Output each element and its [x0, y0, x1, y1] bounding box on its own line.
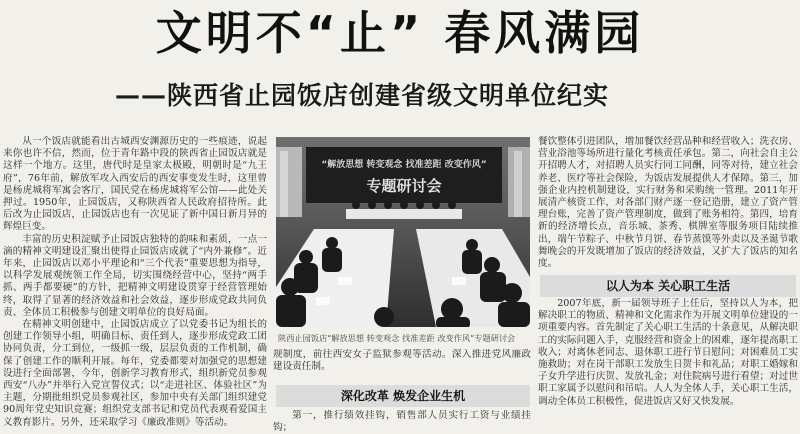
- right-paragraph-1: 餐饮整体引进团队，增加餐饮经营品种和经营收入；洗衣房、营业浴池等场所进行量化考核责任承包。第二，向社会自主公开招聘人才，对招聘人员实行同工同酬，同等对待，建立社会养老、医疗等社会保险，为饭店发展提供人才保障。第三，加强企业内控机制建设，实行财务和采购统一管理。2011年开展清产核资工作，对各部门财产逐一登记造册，建立了资产管理台账，完善了资产管理制度，做到了账务相符。第四，培育新的经济增长点，音乐城、茶秀、棋牌室等服务项目陆续推出，端午节粽子、中秋节月饼、春节蒸馍等外卖以及圣诞节歌舞晚会的开发既增加了饭店的经济效益，又扩大了饭店的知名度。: [538, 136, 798, 270]
- left-paragraph-2: 丰富的历史积淀赋予止园饭店独特的韵味和素质，一点一滴的精神文明建设汇聚出使得止园饭店成就了“内外兼修”。近年来，止园饭店以邓小平理论和“三个代表”重要思想为指导，以科学发展观统领工作全局，切实围绕经营中心，坚持“两手抓、两手都要硬”的方针，把精神文明建设贯穿于经营管理始终，取得了显著的经济效益和社会效益，逐步形成党政共同负责、全体员工积极参与创建文明单位的良好局面。: [3, 233, 267, 318]
- middle-section-text: [273, 410, 531, 434]
- subheadline: ——陕西省止园饭店创建省级文明单位纪实: [115, 81, 610, 110]
- section-title-staff-care: 以人为本 关心职工生活: [540, 275, 796, 297]
- left-column-text: [3, 136, 267, 434]
- photo-banner-line1: “解放思想 转变观念 找准差距 改变作风”: [321, 160, 487, 170]
- meeting-photo: [276, 137, 530, 327]
- right-section-paragraph-1: 2007年底，新一届领导班子上任后，坚持以人为本，把解决职工的物质、精神和文化需求作为开展文明单位建设的一项重要内容。首先制定了关心职工生活的十条意见，从解决职工的实际问题入手，克服经营和资金上的困难，逐年提高职工收入；对离休老同志、退休职工进行节日慰问；对困难员工实施救助；对在岗干部职工发放生日贺卡和礼品；对职工婚嫁和子女升学进行庆贺、发放礼金；对住院病号进行看望；对过世职工家属予以慰问和吊唁。人人为全体人手，关心职工生活，调动全体员工积极性，促进饭店又好又快发展。: [538, 298, 798, 407]
- middle-section-paragraph-1: 第一，推行绩效挂钩，销售部人员实行工资与业绩挂钩；: [273, 410, 531, 434]
- right-section-text: [538, 298, 798, 434]
- photo-caption: 陕西止园饭店“解放思想 转变观念 找准差距 改变作风”专题研讨会: [278, 333, 516, 343]
- left-paragraph-3: 在精神文明创建中，止园饭店成立了以党委书记为组长的创建工作领导小组，明确目标、责任到人，逐步形成党政工团协同负责，分工到位，一级抓一级，层层负责的工作机制，确保了创建工作的顺利开展。每年，党委都要对加强党的思想建设进行全面部署，今年，创新学习教育形式，组织新党员参观西安“八办”并举行入党宣誓仪式；以“走进社区、体验社区”为主题，分期批组织党员参观社区，参加中央有关部门组织建党90周年党史知识竞赛；组织党支部书记和党员代表观看爱国主义教育影片。另外，还采取学习《廉政准则》等活动。: [3, 319, 267, 428]
- photo-banner-line2: 专题研讨会: [366, 177, 442, 195]
- headline: 文明不“止” 春风满园: [155, 6, 645, 60]
- middle-column-text: [273, 349, 531, 385]
- section-title-reform: 深化改革 焕发企业生机: [276, 385, 530, 407]
- middle-paragraph-1: 规制度，前往西安女子监狱参观等活动。深入推进党风廉政建设责任制。: [273, 349, 531, 373]
- left-paragraph-1: 从一个饭店就能看出古城西安渊源历史的一些痕迹，说起来你也许不信，然而，位于青年路中段的陕西省止园饭店就是这样一个地方。这里，唐代时是皇家太极殿，明朝时是“九王府”，76年前，解放军攻入西安后的西安事变发生时，这里曾是杨虎城将军寓会客厅，国民党在杨虎城将军公馆——此处关押过。1950年，止园饭店，又称陕西省人民政府招待所。此后改为止园饭店，止园饭店也有一次见证了新中国日新月异的辉煌巨变。: [3, 136, 267, 233]
- right-column-text: [538, 136, 798, 272]
